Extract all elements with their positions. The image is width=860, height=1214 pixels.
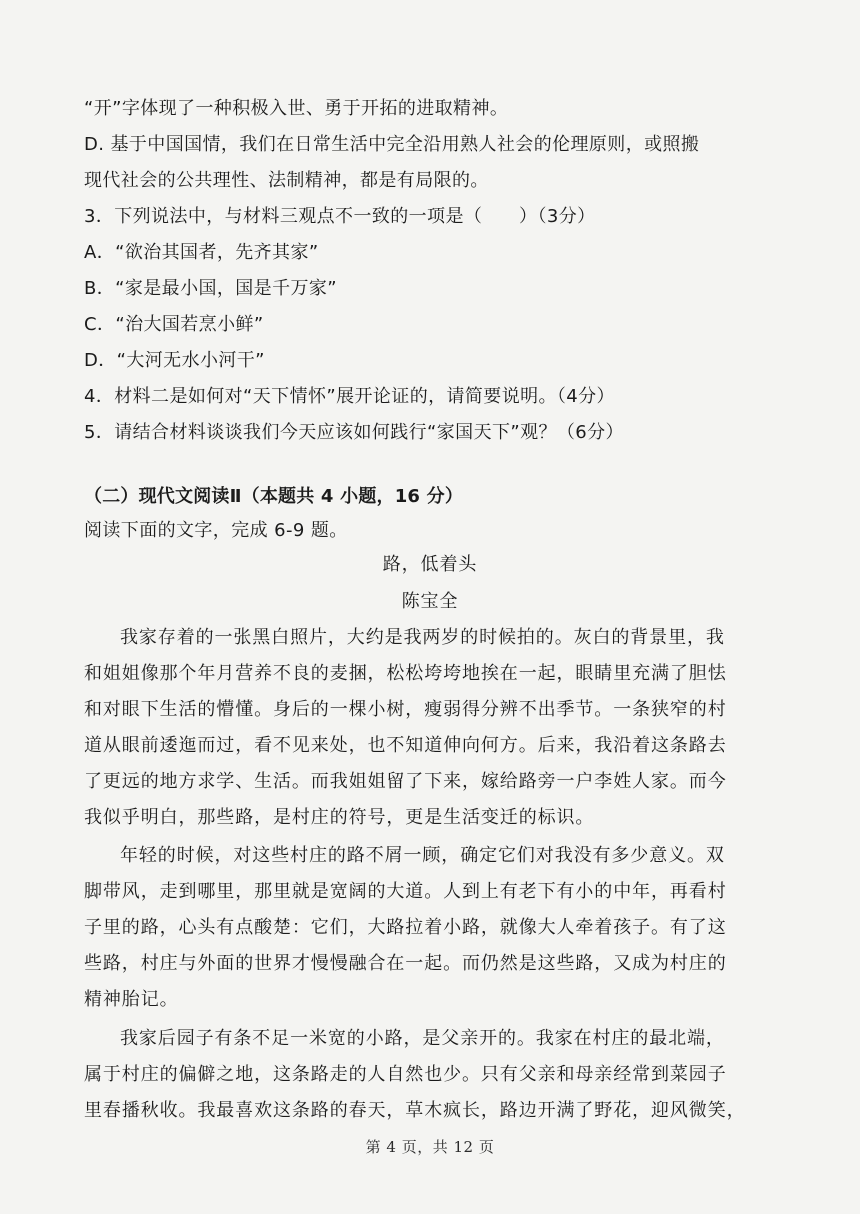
question-4: 4．材料二是如何对“天下情怀”展开论证的，请简要说明。（4分） <box>84 386 615 407</box>
question-3-option-a: A．“欲治其国者，先齐其家” <box>84 242 319 263</box>
paragraph-line: 脚带风，走到哪里，那里就是宽阔的大道。人到上有老下有小的中年，再看村 <box>84 881 727 902</box>
question-3-stem: 3．下列说法中，与材料三观点不一致的一项是（ ）（3分） <box>84 206 596 227</box>
paragraph-line: 道从眼前逶迤而过，看不见来处，也不知道伸向何方。后来，我沿着这条路去 <box>84 735 727 756</box>
paragraph-line: 些路，村庄与外面的世界才慢慢融合在一起。而仍然是这些路，又成为村庄的 <box>84 953 727 974</box>
paragraph-line: 我家存着的一张黑白照片，大约是我两岁的时候拍的。灰白的背景里，我 <box>120 627 725 648</box>
paragraph-line: 我家后园子有条不足一米宽的小路，是父亲开的。我家在村庄的最北端， <box>120 1028 725 1049</box>
paragraph-line: 里春播秋收。我最喜欢这条路的春天，草木疯长，路边开满了野花，迎风微笑， <box>84 1100 746 1121</box>
option-d-line-2: 现代社会的公共理性、法制精神，都是有局限的。 <box>84 170 489 191</box>
option-d-line-1: D. 基于中国国情，我们在日常生活中完全沿用熟人社会的伦理原则，或照搬 <box>84 134 700 155</box>
question-3-option-b: B．“家是最小国，国是千万家” <box>84 278 337 299</box>
essay-title: 路，低着头 <box>382 554 478 575</box>
paragraph-line: 和对眼下生活的懵懂。身后的一棵小树，瘦弱得分辨不出季节。一条狭窄的村 <box>84 699 727 720</box>
essay-author: 陈宝全 <box>401 591 459 612</box>
question-3-option-d: D．“大河无水小河干” <box>84 350 265 371</box>
option-c-continuation: “开”字体现了一种积极入世、勇于开拓的进取精神。 <box>84 98 509 119</box>
reading-instruction: 阅读下面的文字，完成 6-9 题。 <box>84 520 348 541</box>
question-5: 5．请结合材料谈谈我们今天应该如何践行“家国天下”观？（6分） <box>84 422 624 443</box>
paragraph-line: 了更远的地方求学、生活。而我姐姐留了下来，嫁给路旁一户李姓人家。而今 <box>84 771 727 792</box>
section-heading: （二）现代文阅读Ⅱ（本题共 4 小题，16 分） <box>84 486 464 507</box>
paragraph-line: 我似乎明白，那些路，是村庄的符号，更是生活变迁的标识。 <box>84 807 595 828</box>
page-number: 第 4 页，共 12 页 <box>365 1138 495 1156</box>
paragraph-line: 和姐姐像那个年月营养不良的麦捆，松松垮垮地挨在一起，眼睛里充满了胆怯 <box>84 663 727 684</box>
paragraph-line: 年轻的时候，对这些村庄的路不屑一顾，确定它们对我没有多少意义。双 <box>120 845 725 866</box>
paragraph-line: 子里的路，心头有点酸楚：它们，大路拉着小路，就像大人牵着孩子。有了这 <box>84 917 727 938</box>
paragraph-line: 属于村庄的偏僻之地，这条路走的人自然也少。只有父亲和母亲经常到菜园子 <box>84 1064 727 1085</box>
paragraph-line: 精神胎记。 <box>84 989 179 1010</box>
question-3-option-c: C．“治大国若烹小鲜” <box>84 314 264 335</box>
